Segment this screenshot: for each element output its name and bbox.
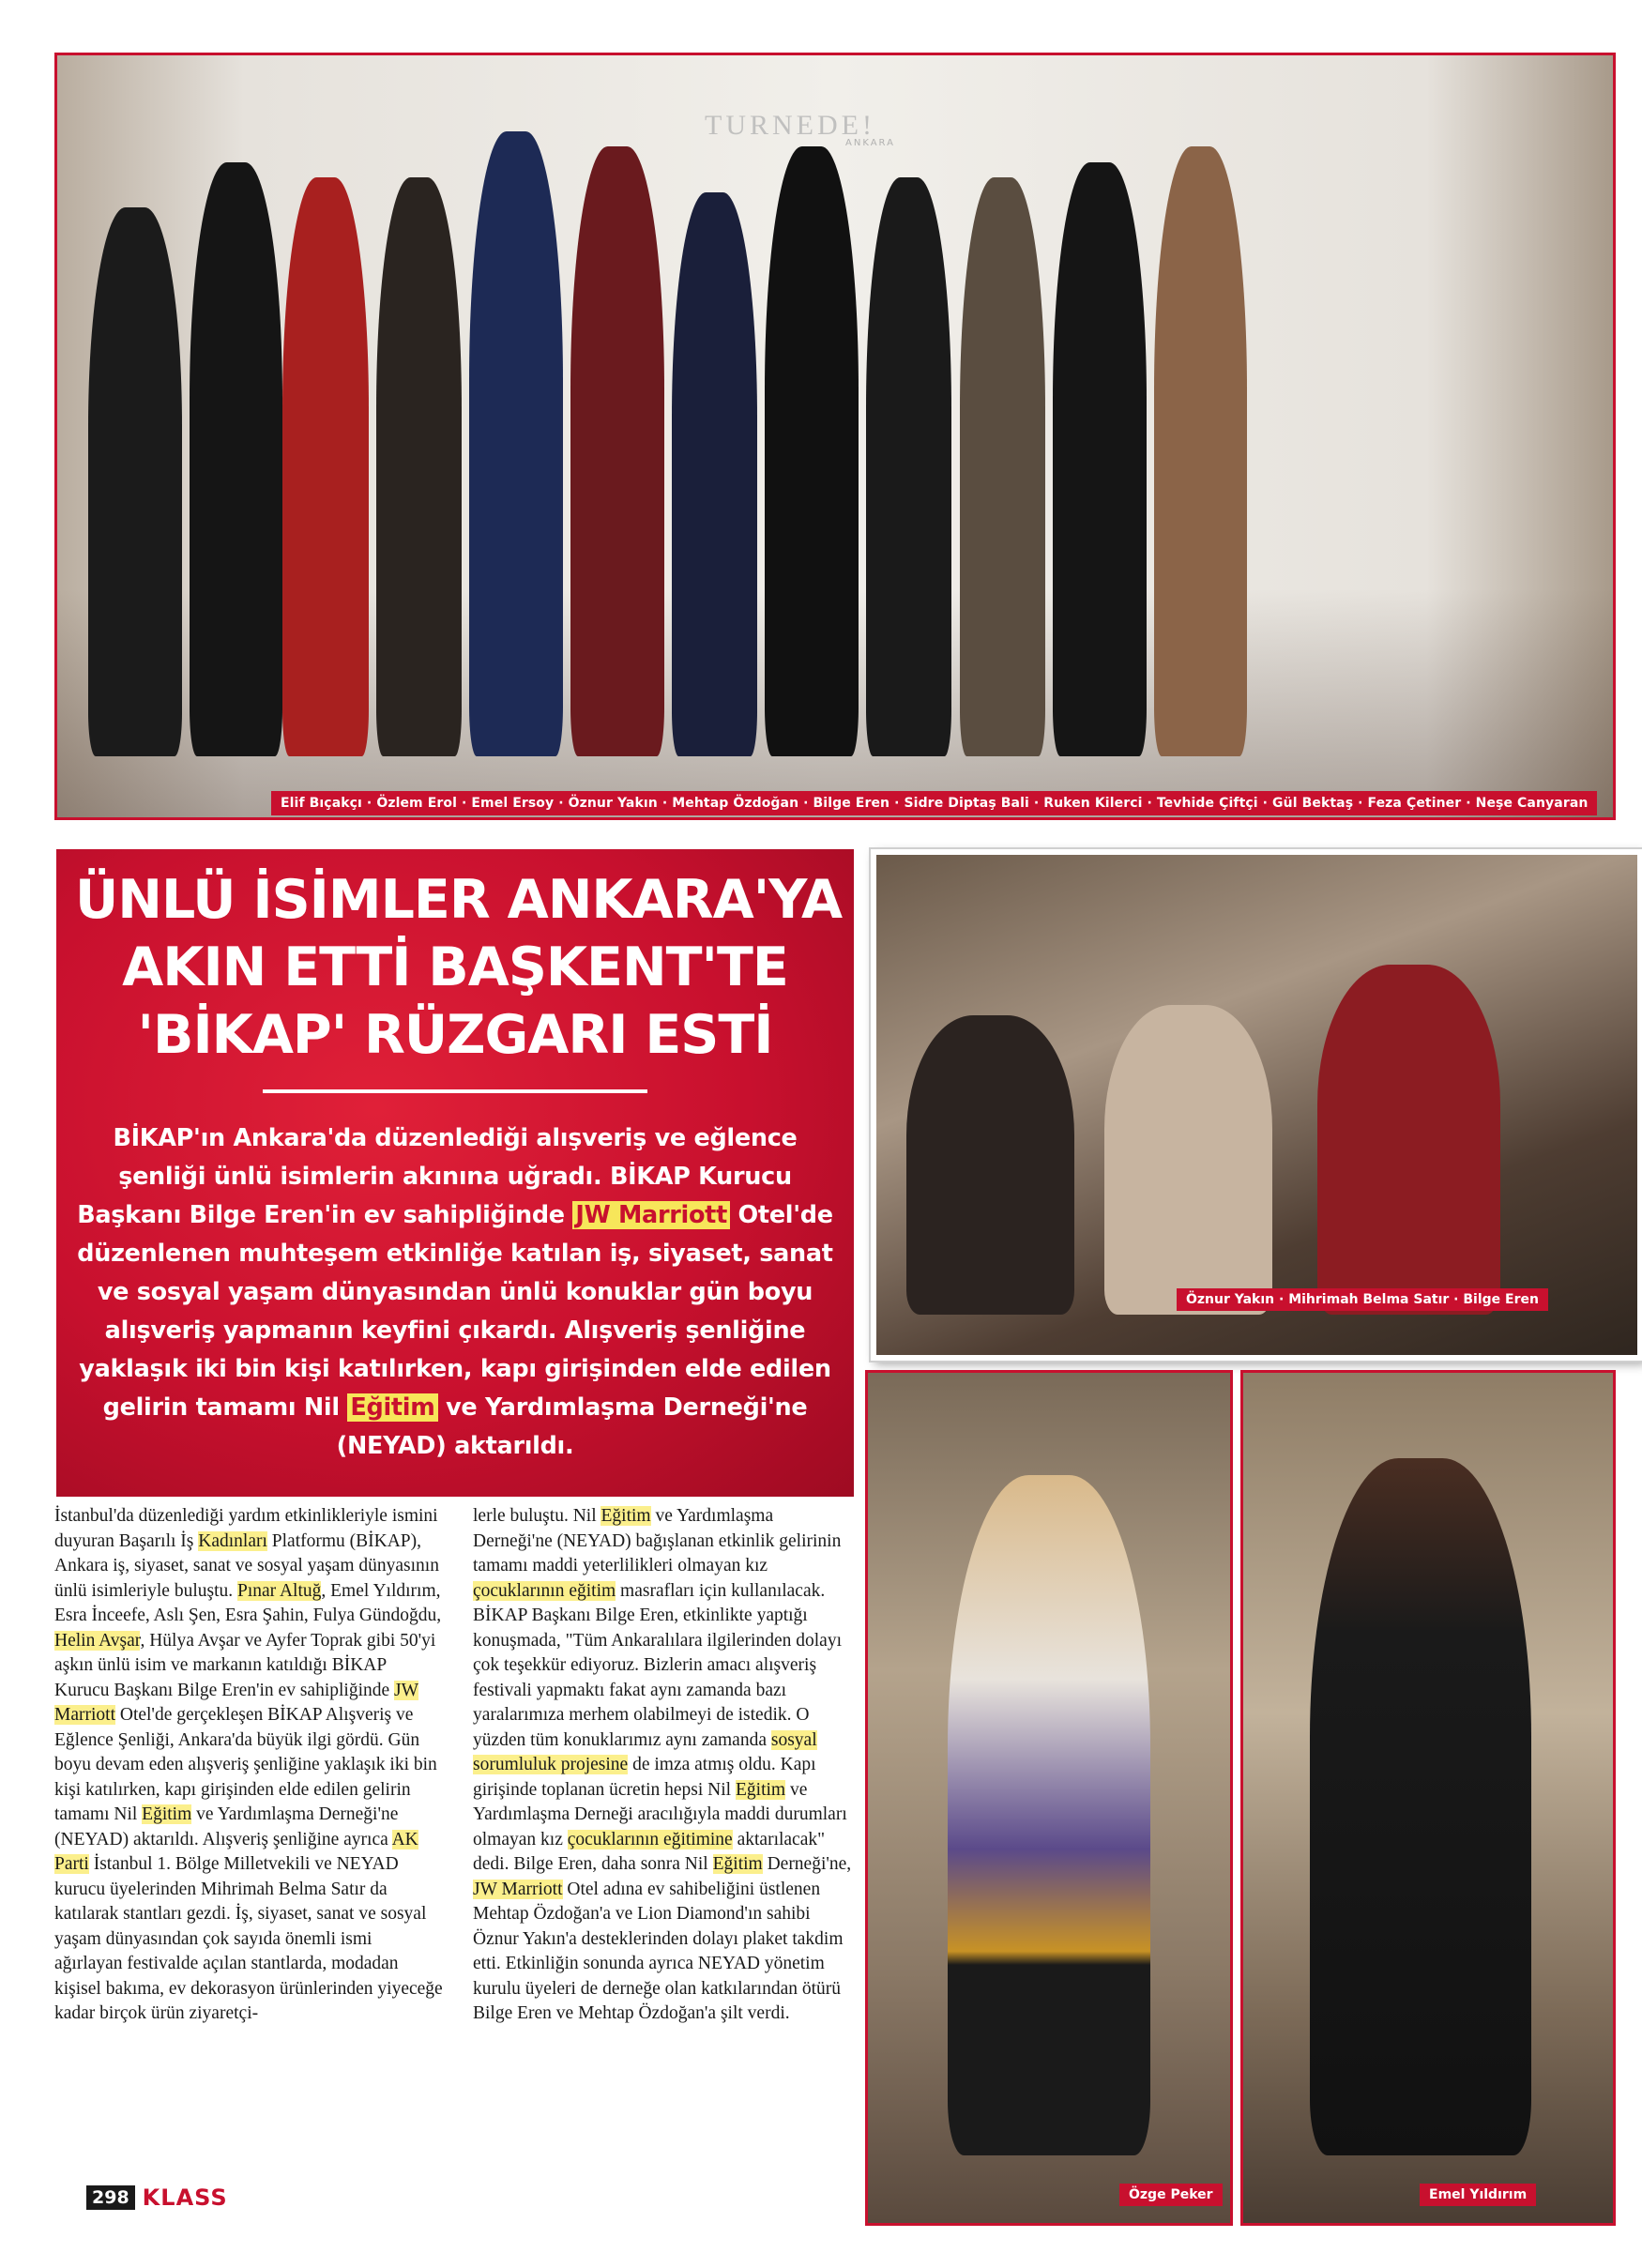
lead-paragraph: BİKAP'ın Ankara'da düzenlediği alışveriş ve eğlence şenliği ünlü isimlerin akınına uğradı. BİKAP Kurucu Başkanı Bilge Eren'in ev sahipliğinde JW Marriott Otel'de düzenlenen muhteşem etkinliğe katılan iş, siyaset, sanat ve sosyal yaşam dünyasından ünlü konuklar gün boyu alışveriş yapmanın keyfini çıkardı. Alışveriş şenliğine yaklaşık iki bin kişi katılırken, kapı girişinden elde edilen gelirin tamamı Nil Eğitim ve Yardımlaşma Derneği'ne (NEYAD) aktarıldı. — [77, 1124, 833, 1460]
event-photo — [871, 849, 1642, 1361]
portrait-photo-ozge-peker — [865, 1370, 1233, 2226]
group-photo-caption: Elif Bıçakçı · Özlem Erol · Emel Ersoy · Öznur Yakın · Mehtap Özdoğan · Bilge Eren · Sidre Diptaş Bali · Ruken Kilerci · Tevhide Çiftçi · Gül Bektaş · Feza Çetiner · Neşe Canyaran — [271, 791, 1597, 815]
headline-box — [56, 849, 854, 1497]
group-photo-figures — [57, 55, 1613, 817]
event-brand-mark: TURNEDE! — [705, 110, 875, 141]
headline-line-3: 'BİKAP' RÜZGARI ESTİ — [137, 1004, 773, 1066]
group-photo — [54, 53, 1616, 820]
body-paragraph-2: lerle buluştu. Nil Eğitim ve Yardımlaşma Derneği'ne (NEYAD) bağışlanan etkinlik gelirinin tamamı maddi yeterlilikleri olmayan kız çocuklarının eğitim masrafları için kullanılacak. BİKAP Başkanı Bilge Eren, etkinlikte yaptığı konuşmada, "Tüm Ankaralılara ilgilerinden dolayı çok teşekkür ediyoruz. Bizlerin amacı alışveriş festivali yapmaktı fakat aynı zamanda bazı yaralarımıza merhem olabilmeyi de istedik. O yüzden tüm konuklarımız aynı zamanda sosyal sorumluluk projesine de imza atmış oldu. Kapı girişinde toplanan ücretin hepsi Nil Eğitim ve Yardımlaşma Derneği aracılığıyla maddi durumları olmayan kız çocuklarının eğitimine aktarılacak" dedi. Bilge Eren, daha sonra Nil Eğitim Derneği'ne, JW Marriott Otel adına ev sahibeliğini üstlenen Mehtap Özdoğan'a ve Lion Diamond'ın sahibi Öznur Yakın'a desteklerinden dolayı plaket takdim etti. Etkinliğin sonunda ayrıca NEYAD yönetim kurulu üyeleri de derneğe olan katkılarından ötürü Bilge Eren ve Mehtap Özdoğan'a şilt verdi. — [473, 1506, 852, 2023]
lead-highlight-egitim: Eğitim — [347, 1393, 437, 1422]
page-folio — [86, 2184, 228, 2211]
page-number: 298 — [86, 2185, 135, 2210]
headline-line-1: ÜNLÜ İSİMLER ANKARA'YA — [75, 869, 843, 931]
body-column-2 — [473, 1504, 854, 2161]
headline — [56, 866, 854, 1069]
lead-highlight-jw-marriott: JW Marriott — [572, 1201, 730, 1229]
photo3-caption: Özge Peker — [1119, 2184, 1223, 2206]
magazine-brand: KLASS — [142, 2184, 228, 2211]
body-paragraph-1: İstanbul'da düzenlediği yardım etkinlikleriyle ismini duyuran Başarılı İş Kadınları Platformu (BİKAP), Ankara iş, siyaset, sanat ve sosyal yaşam dünyasının ünlü isimleriyle buluştu. Pınar Altuğ, Emel Yıldırım, Esra İnceefe, Aslı Şen, Esra Şahin, Fulya Gündoğdu, Helin Avşar, Hülya Avşar ve Ayfer Toprak gibi 50'yi aşkın ünlü isim ve markanın katıldığı BİKAP Kurucu Başkanı Bilge Eren'in ev sahipliğinde JW Marriott Otel'de gerçekleşen BİKAP Alışveriş ve Eğlence Şenliği, Ankara'da büyük ilgi gördü. Gün boyu devam eden alışveriş şenliğine yaklaşık iki bin kişi katılırken, kapı girişinden elde edilen gelirin tamamı Nil Eğitim ve Yardımlaşma Derneği'ne (NEYAD) aktarıldı. Alışveriş şenliğine ayrıca AK Parti İstanbul 1. Bölge Milletvekili ve NEYAD kurucu üyelerinden Mihrimah Belma Satır da katılarak stantları gezdi. İş, siyaset, sanat ve sosyal yaşam dünyasından çok sayıda önemli ismi ağırlayan festivalde açılan stantlarda, modadan kişisel bakıma, ev dekorasyon ürünlerinden yiyeceğe kadar birçok ürün ziyaretçi- — [54, 1506, 443, 2023]
headline-divider — [263, 1089, 647, 1093]
event-photo-caption: Öznur Yakın · Mihrimah Belma Satır · Bilge Eren — [1177, 1288, 1548, 1311]
portrait-photo-emel-yildirim — [1240, 1370, 1616, 2226]
event-brand-sub: ANKARA — [845, 138, 895, 148]
photo4-caption: Emel Yıldırım — [1420, 2184, 1536, 2206]
headline-line-2: AKIN ETTİ BAŞKENT'TE — [122, 936, 788, 998]
body-column-1 — [54, 1504, 443, 2161]
